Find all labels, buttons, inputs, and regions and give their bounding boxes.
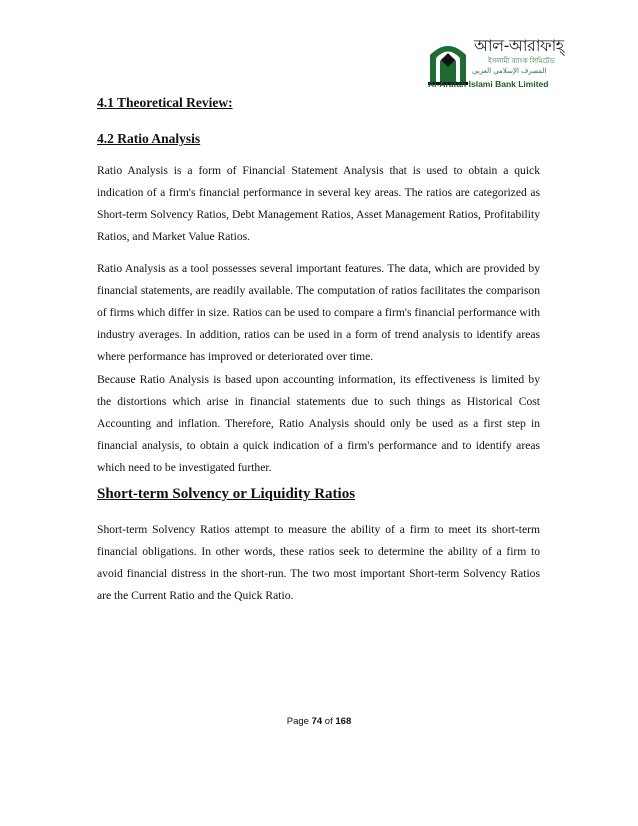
footer-page-label: Page [286,716,309,727]
footer-total-pages: 168 [335,716,352,727]
heading-ratio-analysis: 4.2 Ratio Analysis [97,131,201,146]
footer-of-label: of [324,716,333,727]
bank-name-english: Al-Arafah Islami Bank Limited [428,79,549,89]
page-footer [0,716,638,727]
footer-current-page: 74 [311,716,323,727]
bank-logo-text [428,36,564,93]
paragraph-ratio-analysis-limitations: Because Ratio Analysis is based upon accounting information, its effectiveness is limited by the distortions which arise in financial statements due to such things as Historical Cost Accounting and inflation. Therefore, Ratio Analysis should only be used as a first step in financial analysis, to obtain a quick indication of a firm's performance and to identify areas which need to be investigated further. [97,373,540,474]
bank-name-bengali: আল-আরাফাহ্ [474,36,564,55]
bank-logo [428,27,564,97]
paragraph-ratio-analysis-intro: Ratio Analysis is a form of Financial Statement Analysis that is used to obtain a quick indication of a firm's financial performance in several key areas. The ratios are categorized as Short-term Solvency Ratios, Debt Management Ratios, Asset Management Ratios, Profitability Ratios, and Market Value Ratios. [97,164,540,243]
paragraph-short-term-solvency: Short-term Solvency Ratios attempt to measure the ability of a firm to meet its short-term financial obligations. In other words, these ratios seek to determine the ability of a firm to avoid financial distress in the short-run. The two most important Short-term Solvency Ratios are the Current Ratio and the Quick Ratio. [97,523,540,602]
bank-subtitle-bengali: ইসলামী ব্যাংক লিমিটেড [488,57,555,65]
paragraph-ratio-analysis-features: Ratio Analysis as a tool possesses several important features. The data, which are provided by financial statements, are readily available. The computation of ratios facilitates the comparison of firms which differ in size. Ratios can be used to compare a firm's financial performance with industry averages. In addition, ratios can be used in a form of trend analysis to identify areas where performance has improved or deteriorated over time. [97,262,540,363]
bank-name-arabic: المصرف الإسلامي العربي [472,67,547,75]
heading-theoretical-review: 4.1 Theoretical Review: [97,95,233,110]
heading-short-term-solvency: Short-term Solvency or Liquidity Ratios [97,486,356,502]
